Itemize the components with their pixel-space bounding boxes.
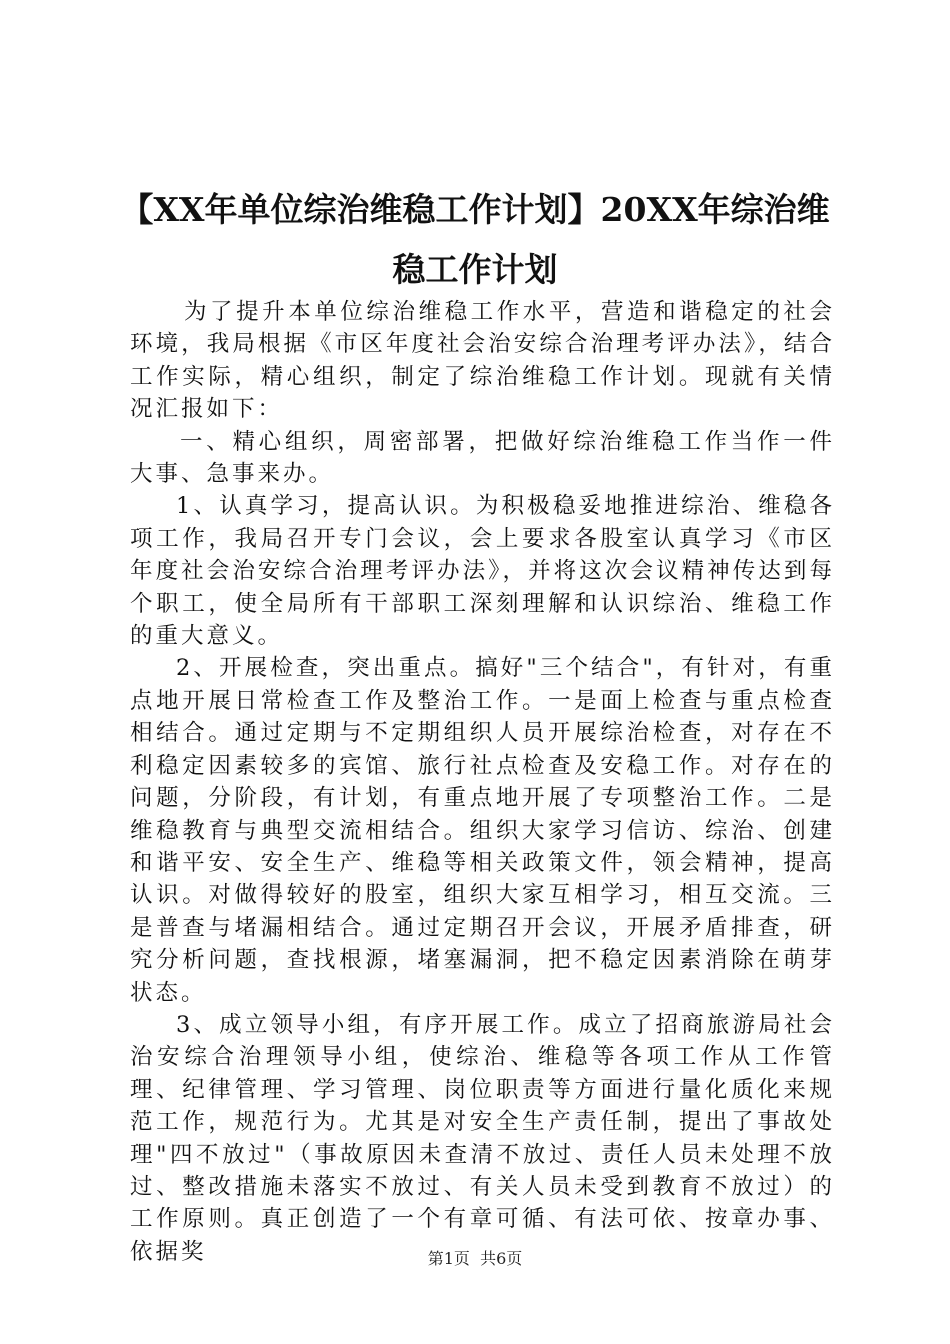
paragraph-intro: 为了提升本单位综治维稳工作水平，营造和谐稳定的社会环境，我局根据《市区年度社会治安综合治理考评办法》，结合工作实际，精心组织，制定了综治维稳工作计划。现就有关情况汇报如下： [130,299,835,423]
document-title: 【XX年单位综治维稳工作计划】20XX年综治维稳工作计划 [120,190,830,289]
document-body [130,296,835,1268]
paragraph-item-2: 2、开展检查，突出重点。搞好"三个结合"，有针对，有重点地开展日常检查工作及整治工作。一是面上检查与重点检查相结合。通过定期与不定期组织人员开展综治检查，对存在不利稳定因素较多的宾馆、旅行社点检查及安稳工作。对存在的问题，分阶段，有计划，有重点地开展了专项整治工作。二是维稳教育与典型交流相结合。组织大家学习信访、综治、创建和谐平安、安全生产、维稳等相关政策文件，领会精神，提高认识。对做得较好的股室，组织大家互相学习，相互交流。三是普查与堵漏相结合。通过定期召开会议，开展矛盾排查，研究分析问题，查找根源，堵塞漏洞，把不稳定因素消除在萌芽状态。 [130,655,835,1006]
page-number: 第1页 共6页 [427,1249,523,1268]
paragraph-item-3: 3、成立领导小组，有序开展工作。成立了招商旅游局社会治安综合治理领导小组，使综治、维稳等各项工作从工作管理、纪律管理、学习管理、岗位职责等方面进行量化质化来规范工作，规范行为。尤其是对安全生产责任制，提出了事故处理"四不放过"（事故原因未查清不放过、责任人员未处理不放过、整改措施未落实不放过、有关人员未受到教育不放过）的工作原则。真正创造了一个有章可循、有法可依、按章办事、依据奖 [130,1011,835,1265]
page-footer [0,1246,950,1269]
paragraph-section-heading: 一、精心组织，周密部署，把做好综治维稳工作当作一件大事、急事来办。 [130,428,835,488]
paragraph-item-1: 1、认真学习，提高认识。为积极稳妥地推进综治、维稳各项工作，我局召开专门会议，会上要求各股室认真学习《市区年度社会治安综合治理考评办法》，并将这次会议精神传达到每个职工，使全局所有干部职工深刻理解和认识综治、维稳工作的重大意义。 [130,493,835,650]
